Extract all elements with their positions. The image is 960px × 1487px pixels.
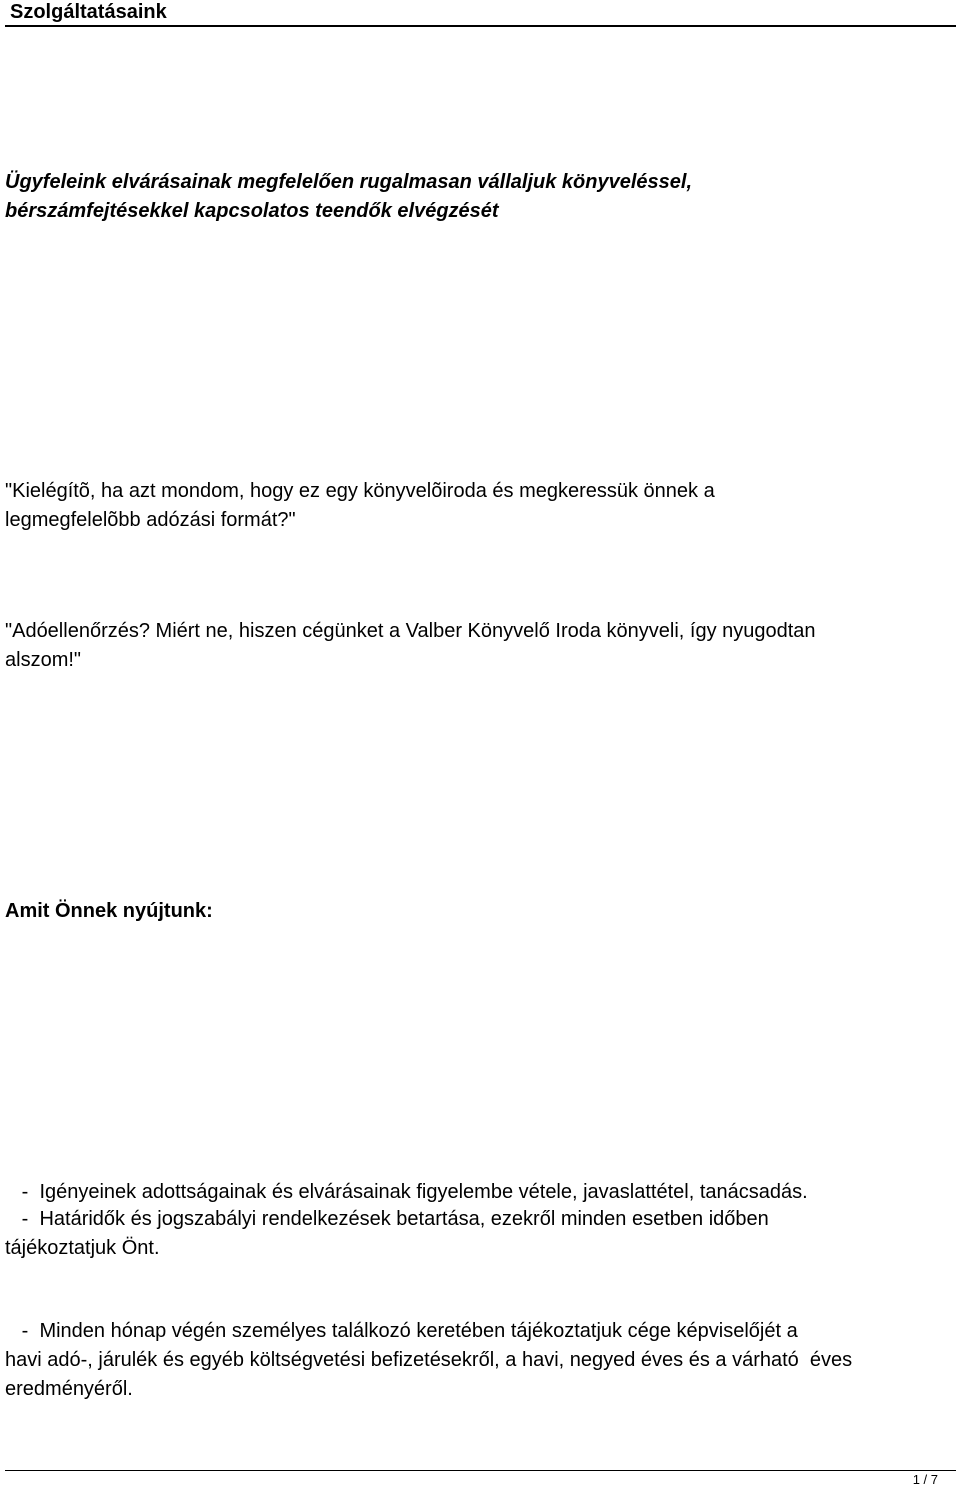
quote-line: "Adóellenőrzés? Miért ne, hiszen cégünket a Valber Könyvelő Iroda könyveli, így nyugodtan [5, 620, 816, 642]
header-divider [5, 25, 956, 27]
footer-divider [5, 1470, 956, 1471]
quote-paragraph [5, 617, 950, 675]
offer-item-line: tájékoztatjuk Önt. [5, 1237, 160, 1259]
offer-list-item [5, 1317, 950, 1404]
offer-item-line: eredményéről. [5, 1378, 133, 1400]
offer-heading: Amit Önnek nyújtunk: [5, 900, 213, 922]
offer-item-line: - Határidők és jogszabályi rendelkezések betartása, ezekről minden esetben időben [5, 1208, 769, 1230]
intro-line: bérszámfejtésekkel kapcsolatos teendők elvégzését [5, 200, 499, 222]
page-number: 1 / 7 [912, 1472, 938, 1487]
offer-list-item [5, 1205, 950, 1263]
page-title: Szolgáltatásaink [10, 1, 167, 23]
offer-item-line: - Minden hónap végén személyes találkozó keretében tájékoztatjuk cége képviselőjét a [5, 1320, 798, 1342]
offer-item-line: havi adó-, járulék és egyéb költségvetési befizetésekről, a havi, negyed éves és a várható éves [5, 1349, 853, 1371]
quote-line: "Kielégítõ, ha azt mondom, hogy ez egy könyvelõiroda és megkeressük önnek a [5, 480, 715, 502]
intro-paragraph [5, 168, 950, 226]
quote-line: alszom!" [5, 649, 82, 671]
quote-line: legmegfelelõbb adózási formát?" [5, 509, 296, 531]
intro-line: Ügyfeleink elvárásainak megfelelően rugalmasan vállaljuk könyveléssel, [5, 171, 693, 193]
offer-item-line: - Igényeinek adottságainak és elvárásainak figyelembe vétele, javaslattétel, tanácsadás. [5, 1181, 808, 1203]
quote-paragraph [5, 477, 950, 535]
